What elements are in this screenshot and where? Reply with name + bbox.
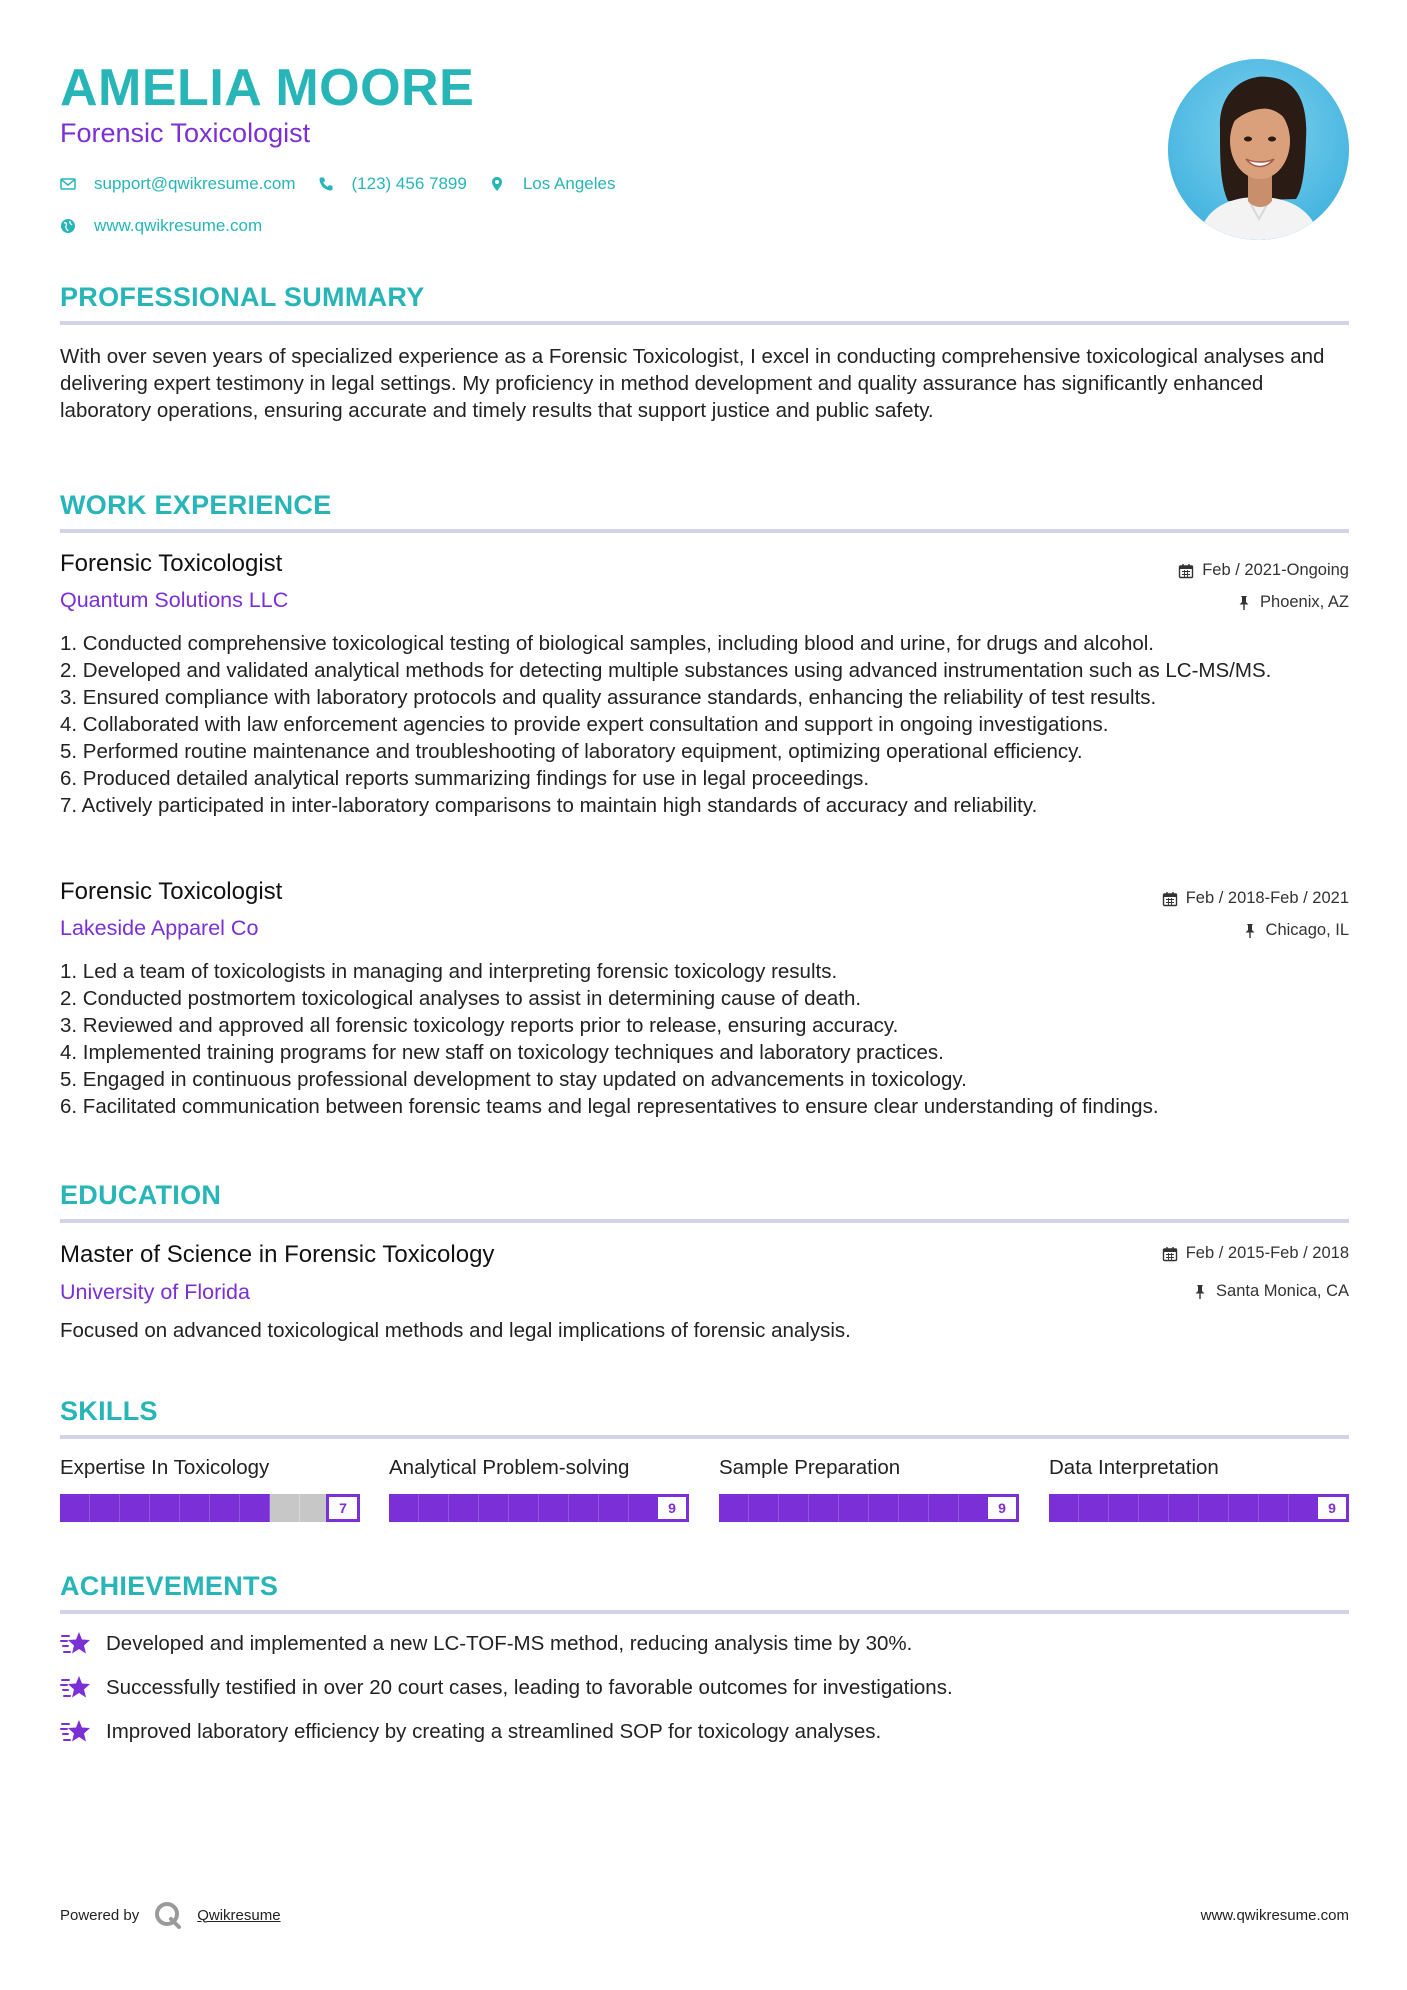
location-text: Los Angeles [522, 174, 616, 193]
summary-heading: PROFESSIONAL SUMMARY [60, 282, 425, 312]
education-description: Focused on advanced toxicological methods and legal implications of forensic analysis. [60, 1319, 851, 1342]
list-item: 4. Collaborated with law enforcement agencies to provide expert consultation and support in ongoing investigations. [60, 713, 1109, 736]
job-2-bullets [60, 958, 1349, 1120]
skill-2-label: Analytical Problem-solving [389, 1456, 630, 1479]
achievement-1-text: Developed and implemented a new LC-TOF-MS method, reducing analysis time by 30%. [106, 1632, 913, 1655]
pushpin-icon [1192, 1284, 1208, 1300]
achievement-2 [60, 1674, 953, 1702]
contact-email[interactable] [60, 174, 296, 194]
education-dates [1162, 1244, 1349, 1263]
contact-phone[interactable] [318, 174, 467, 194]
experience-heading: WORK EXPERIENCE [60, 490, 332, 520]
profile-portrait-icon [1168, 59, 1349, 240]
footer-powered-by [60, 1900, 281, 1930]
education-divider [60, 1219, 1349, 1223]
list-item: 3. Ensured compliance with laboratory protocols and quality assurance standards, enhancing the reliability of test results. [60, 686, 1157, 709]
powered-by-label: Powered by [60, 1906, 140, 1924]
skills-divider [60, 1435, 1349, 1439]
pushpin-icon [1242, 923, 1258, 939]
skill-bar-segment [240, 1494, 270, 1522]
achievement-2-text: Successfully testified in over 20 court cases, leading to favorable outcomes for investigations. [106, 1676, 953, 1699]
skill-bar-segment [899, 1494, 929, 1522]
contact-row-secondary [60, 216, 284, 236]
skill-4-bar [1049, 1494, 1349, 1522]
candidate-title: Forensic Toxicologist [60, 118, 311, 148]
skill-bar-segment [1229, 1494, 1259, 1522]
skill-bar-segment [539, 1494, 569, 1522]
calendar-icon [1162, 1246, 1178, 1262]
education-location [1192, 1282, 1349, 1301]
skill-bar-segment [749, 1494, 779, 1522]
candidate-name: AMELIA MOORE [60, 59, 475, 117]
calendar-icon [1178, 563, 1194, 579]
skill-level-badge: 9 [655, 1494, 689, 1522]
job-1-location [1236, 593, 1349, 612]
star-icon [60, 1674, 92, 1702]
skill-1-bar [60, 1494, 360, 1522]
skills-heading: SKILLS [60, 1396, 158, 1426]
contact-location [489, 174, 616, 194]
achievement-3-text: Improved laboratory efficiency by creating a streamlined SOP for toxicology analyses. [106, 1720, 882, 1743]
skill-1-label: Expertise In Toxicology [60, 1456, 270, 1479]
skill-bar-segment [869, 1494, 899, 1522]
skill-bar-segment [389, 1494, 419, 1522]
education-degree: Master of Science in Forensic Toxicology [60, 1241, 495, 1268]
list-item: 1. Led a team of toxicologists in managing and interpreting forensic toxicology results. [60, 960, 838, 983]
skill-4 [1049, 1456, 1349, 1522]
phone-text: (123) 456 7899 [351, 174, 467, 193]
skill-bar-segment [210, 1494, 240, 1522]
education-location-text: Santa Monica, CA [1216, 1282, 1349, 1300]
skill-bar-segment [779, 1494, 809, 1522]
list-item: 2. Developed and validated analytical methods for detecting multiple substances using advanced instrumentation such as LC-MS/MS. [60, 659, 1272, 682]
job-1-location-text: Phoenix, AZ [1260, 593, 1349, 611]
job-1-dates [1178, 561, 1349, 580]
globe-icon [60, 218, 76, 234]
job-1-bullets [60, 630, 1349, 819]
star-icon [60, 1718, 92, 1746]
list-item: 1. Conducted comprehensive toxicological testing of biological samples, including blood and urine, for drugs and alcohol. [60, 632, 1154, 655]
email-text: support@qwikresume.com [94, 174, 296, 193]
skill-bar-segment [569, 1494, 599, 1522]
skill-bar-segment [839, 1494, 869, 1522]
phone-icon [318, 176, 334, 192]
skill-bar-segment [150, 1494, 180, 1522]
qwikresume-link[interactable]: Qwikresume [197, 1906, 281, 1924]
job-2-dates-text: Feb / 2018-Feb / 2021 [1185, 889, 1349, 907]
achievement-1 [60, 1630, 912, 1658]
skill-level-badge: 9 [985, 1494, 1019, 1522]
skill-bar-segment [1169, 1494, 1199, 1522]
skill-4-label: Data Interpretation [1049, 1456, 1219, 1479]
skill-bar-segment [1139, 1494, 1169, 1522]
qwikresume-logo-icon [153, 1900, 183, 1930]
list-item: 6. Facilitated communication between forensic teams and legal representatives to ensure clear understanding of findings. [60, 1095, 1159, 1118]
experience-divider [60, 529, 1349, 533]
skill-bar-segment [1199, 1494, 1229, 1522]
website-text: www.qwikresume.com [94, 216, 263, 235]
skill-bar-segment [449, 1494, 479, 1522]
job-1-company: Quantum Solutions LLC [60, 588, 289, 612]
job-2-location-text: Chicago, IL [1265, 921, 1349, 939]
skill-bar-segment [90, 1494, 120, 1522]
skill-3-label: Sample Preparation [719, 1456, 901, 1479]
summary-divider [60, 321, 1349, 325]
profile-photo [1168, 59, 1349, 240]
education-school: University of Florida [60, 1280, 250, 1304]
list-item: 4. Implemented training programs for new staff on toxicology techniques and laboratory practices. [60, 1041, 944, 1064]
list-item: 5. Performed routine maintenance and troubleshooting of laboratory equipment, optimizing operational efficiency. [60, 740, 1083, 763]
skill-level-badge: 7 [326, 1494, 360, 1522]
education-heading: EDUCATION [60, 1180, 222, 1210]
skill-3-bar [719, 1494, 1019, 1522]
list-item: 3. Reviewed and approved all forensic toxicology reports prior to release, ensuring accuracy. [60, 1014, 899, 1037]
achievement-3 [60, 1718, 881, 1746]
list-item: 6. Produced detailed analytical reports summarizing findings for use in legal proceedings. [60, 767, 870, 790]
skill-bar-segment [599, 1494, 629, 1522]
skill-bar-segment [929, 1494, 959, 1522]
skill-bar-segment [1049, 1494, 1079, 1522]
list-item: 2. Conducted postmortem toxicological analyses to assist in determining cause of death. [60, 987, 862, 1010]
contact-website[interactable] [60, 216, 262, 236]
contact-row-primary [60, 174, 637, 194]
achievements-divider [60, 1610, 1349, 1614]
skill-bar-segment [180, 1494, 210, 1522]
pushpin-icon [1236, 595, 1252, 611]
achievements-heading: ACHIEVEMENTS [60, 1571, 279, 1601]
skill-2-bar [389, 1494, 689, 1522]
list-item: 7. Actively participated in inter-laboratory comparisons to maintain high standards of accuracy and reliability. [60, 794, 1038, 817]
skill-level-badge: 9 [1315, 1494, 1349, 1522]
education-dates-text: Feb / 2015-Feb / 2018 [1185, 1244, 1349, 1262]
job-2-title: Forensic Toxicologist [60, 878, 283, 905]
skill-bar-segment [1079, 1494, 1109, 1522]
job-2-dates [1162, 889, 1349, 908]
envelope-icon [60, 176, 76, 192]
job-2-company: Lakeside Apparel Co [60, 916, 259, 940]
skill-bar-segment [120, 1494, 150, 1522]
skill-3 [719, 1456, 1019, 1522]
skill-bar-segment [809, 1494, 839, 1522]
skill-bar-segment [270, 1494, 300, 1522]
skill-bar-segment [509, 1494, 539, 1522]
summary-text: With over seven years of specialized experience as a Forensic Toxicologist, I excel in conducting comprehensive toxicological analyses and delivering expert testimony in legal settings. My proficiency in method development and quality assurance has significantly enhanced laboratory operations, ensuring accurate and timely results that support justice and public safety. [60, 345, 1325, 422]
skill-1 [60, 1456, 360, 1522]
job-1-title: Forensic Toxicologist [60, 550, 283, 577]
skill-bar-segment [419, 1494, 449, 1522]
job-1-dates-text: Feb / 2021-Ongoing [1202, 561, 1349, 579]
skill-bar-segment [60, 1494, 90, 1522]
calendar-icon [1162, 891, 1178, 907]
star-icon [60, 1630, 92, 1658]
list-item: 5. Engaged in continuous professional development to stay updated on advancements in toxicology. [60, 1068, 967, 1091]
footer-site-link[interactable]: www.qwikresume.com [1200, 1907, 1349, 1924]
skill-bar-segment [1259, 1494, 1289, 1522]
skill-bar-segment [1109, 1494, 1139, 1522]
skill-bar-segment [719, 1494, 749, 1522]
skill-2 [389, 1456, 689, 1522]
map-pin-icon [489, 176, 505, 192]
job-2-location [1242, 921, 1349, 940]
skill-bar-segment [479, 1494, 509, 1522]
